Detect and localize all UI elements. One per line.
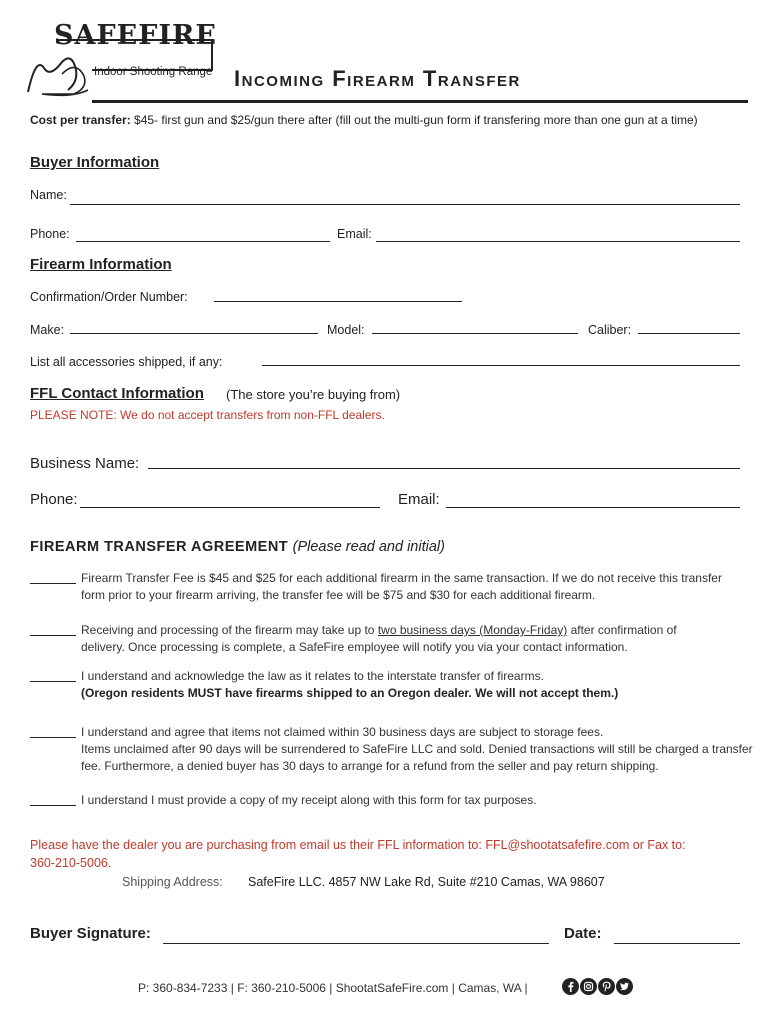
logo-subtitle: Indoor Shooting Range [94,66,213,78]
model-field[interactable] [372,333,578,334]
accessories-label: List all accessories shipped, if any: [30,355,223,369]
cost-text: $45- first gun and $25/gun there after (fill out the multi-gun form if transfering more than one gun at a time) [134,113,698,127]
ffl-warning: PLEASE NOTE: We do not accept transfers from non-FFL dealers. [30,408,385,422]
agreement-item-4-line-3: fee. Furthermore, a denied buyer has 30 days to arrange for a refund from the seller and pay return shipping. [81,759,659,773]
agreement-item-2 [81,622,677,656]
logo [22,16,222,102]
business-name-field[interactable] [148,468,740,469]
buyer-name-label: Name: [30,188,67,202]
buyer-heading: Buyer Information [30,154,160,171]
agreement-item-3-line-1: I understand and acknowledge the law as it relates to the interstate transfer of firearms. [81,669,544,683]
caliber-field[interactable] [638,333,740,334]
cost-line [30,113,698,127]
buyer-email-label: Email: [337,227,372,241]
agreement-heading [30,538,445,556]
ffl-email-label: Email: [398,491,440,508]
make-label: Make: [30,323,65,337]
business-name-label: Business Name: [30,455,140,472]
agreement-item-2-pre: Receiving and processing of the firearm may take up to [81,623,378,637]
agreement-item-1 [81,570,722,604]
initial-blank-3[interactable] [30,681,76,682]
initial-blank-2[interactable] [30,635,76,636]
caliber-label: Caliber: [588,323,632,337]
agreement-item-1-line-2: form prior to your firearm arriving, the transfer fee will be $75 and $30 for each additional firearm. [81,588,596,602]
cost-label: Cost per transfer: [30,113,131,127]
agreement-item-5 [81,792,537,809]
make-field[interactable] [70,333,318,334]
agreement-item-4-line-1: I understand and agree that items not claimed within 30 business days are subject to storage fees. [81,725,604,739]
buyer-phone-field[interactable] [76,241,330,242]
accessories-field[interactable] [262,365,740,366]
initial-blank-5[interactable] [30,805,76,806]
agreement-title: FIREARM TRANSFER AGREEMENT [30,539,289,555]
firearm-heading: Firearm Information [30,256,172,273]
shipping-label: Shipping Address: [122,875,223,889]
instagram-icon[interactable] [580,978,597,995]
ffl-heading-note: (The store you’re buying from) [226,387,401,402]
agreement-item-5-line-1: I understand I must provide a copy of my receipt along with this form for tax purposes. [81,793,537,807]
initial-blank-1[interactable] [30,583,76,584]
logo-name: SAFEFIRE [54,20,218,51]
agreement-item-4 [81,724,753,775]
buyer-name-field[interactable] [70,204,740,205]
signature-field[interactable] [163,943,549,944]
ffl-phone-label: Phone: [30,491,78,508]
ffl-heading: FFL Contact Information [30,385,204,402]
agreement-item-4-line-2: Items unclaimed after 90 days will be surrendered to SafeFire LLC and sold. Denied transactions will still be charged a transfer [81,742,753,756]
agreement-item-2-underlined: two business days (Monday-Friday) [377,623,568,637]
shipping-address: SafeFire LLC. 4857 NW Lake Rd, Suite #210 Camas, WA 98607 [248,875,605,889]
ffl-email-field[interactable] [446,507,740,508]
agreement-item-1-line-1: Firearm Transfer Fee is $45 and $25 for each additional firearm in the same transaction. If we do not receive this transfer [81,571,722,585]
agreement-note: (Please read and initial) [292,539,445,555]
page-title: Incoming Firearm Transfer [234,66,521,91]
agreement-item-3-bold: (Oregon residents MUST have firearms shipped to an Oregon dealer. We will not accept them.) [81,686,619,700]
order-number-field[interactable] [214,301,462,302]
dealer-note [30,836,686,872]
header-divider [92,100,748,103]
pinterest-icon[interactable] [598,978,615,995]
signature-label: Buyer Signature: [30,925,151,942]
twitter-icon[interactable] [616,978,633,995]
dealer-note-line-1: Please have the dealer you are purchasing from email us their FFL information to: FFL@shootatsafefire.com or Fax to: [30,838,686,852]
buyer-phone-label: Phone: [30,227,70,241]
initial-blank-4[interactable] [30,737,76,738]
date-label: Date: [564,925,602,942]
agreement-item-3 [81,668,618,702]
social-icons [562,978,634,996]
footer-text: P: 360-834-7233 | F: 360-210-5006 | ShootatSafeFire.com | Camas, WA | [138,981,528,995]
agreement-item-2-post: after confirmation of [567,623,677,637]
dealer-note-line-2: 360-210-5006. [30,856,112,870]
ffl-phone-field[interactable] [80,507,380,508]
facebook-icon[interactable] [562,978,579,995]
model-label: Model: [327,323,365,337]
date-field[interactable] [614,943,740,944]
order-number-label: Confirmation/Order Number: [30,290,188,304]
buyer-email-field[interactable] [376,241,740,242]
agreement-item-2-line-2: delivery. Once processing is complete, a SafeFire employee will notify you via your contact information. [81,640,628,654]
